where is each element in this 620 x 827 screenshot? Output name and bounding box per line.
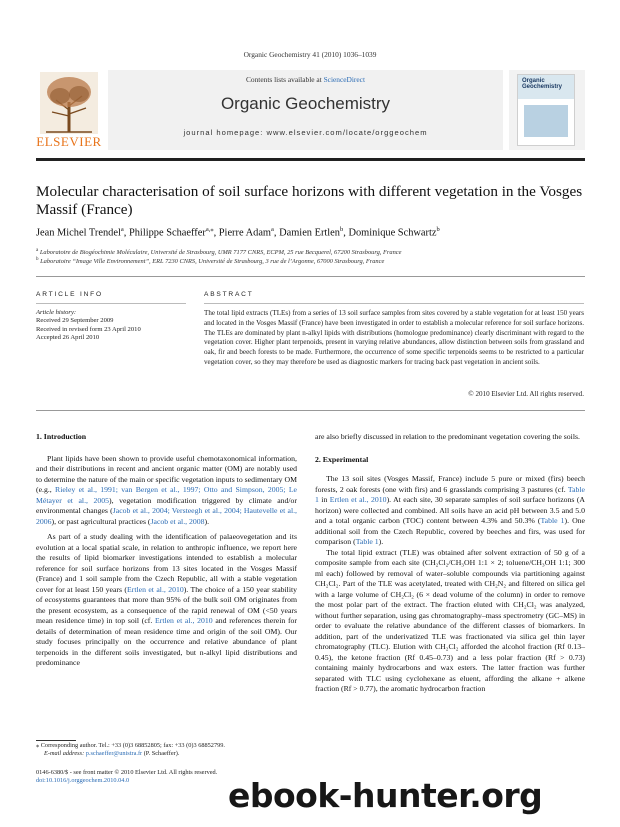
abstract-heading: ABSTRACT — [204, 291, 254, 298]
intro-continuation: are also briefly discussed in relation to the predominant vegetation covering the soils. — [315, 432, 580, 441]
revised-date: Received in revised form 23 April 2010 — [36, 325, 141, 333]
title-rule — [36, 276, 585, 277]
abstract-copyright: © 2010 Elsevier Ltd. All rights reserved. — [468, 390, 584, 398]
body-column-left — [36, 432, 297, 669]
abstract-rule — [204, 303, 584, 304]
citation-link[interactable]: Ertlen et al., 2010 — [329, 495, 387, 504]
author-affil-mark: b — [340, 226, 344, 233]
sciencedirect-link[interactable]: ScienceDirect — [323, 75, 366, 84]
corresponding-author-contact: ⁎ Corresponding author. Tel.: +33 (0)3 68852805; fax: +33 (0)3 68852799. — [36, 742, 225, 749]
article-info-rule — [36, 303, 186, 304]
contents-line — [108, 75, 503, 84]
author-name: Philippe Schaeffer — [128, 227, 206, 239]
author-name: Pierre Adam — [218, 227, 272, 239]
citation-link[interactable]: Ertlen et al., 2010 — [127, 584, 184, 594]
author-name: Damien Ertlen — [279, 227, 340, 239]
affiliation-a: $^a$ Laboratoire de Biogéochimie Moléculaire, Université de Strasbourg, UMR 7177 CNRS, ECPM, 25 rue Becquerel, 67200 Strasbourg, France — [36, 248, 402, 257]
contents-prefix: Contents lists available at — [245, 75, 324, 84]
email-link[interactable]: p.schaeffer@unistra.fr — [85, 750, 143, 758]
publisher-logo — [36, 70, 102, 152]
elsevier-tree-icon — [40, 72, 98, 134]
table-link[interactable]: Table 1 — [355, 537, 379, 546]
author-affil-mark[interactable]: a,⁎ — [205, 226, 214, 233]
table-link[interactable]: Table 1 — [540, 516, 565, 525]
journal-homepage[interactable]: journal homepage: www.elsevier.com/locate/orggeochem — [183, 128, 428, 137]
publisher-wordmark: ELSEVIER — [36, 134, 102, 149]
masthead-rule — [36, 158, 585, 161]
author-affil-mark: a — [120, 226, 124, 233]
cover-thumbnail — [517, 74, 575, 146]
section-heading-introduction: 1. Introduction — [36, 432, 87, 441]
article-title: Molecular characterisation of soil surface horizons with different vegetation in the Vosges Massif (France) — [36, 183, 583, 218]
cover-image — [524, 105, 568, 137]
abstract-bottom-rule — [36, 410, 585, 411]
abstract-text: The total lipid extracts (TLEs) from a series of 13 soil surface samples from sites covered by a stable vegetation for at least 150 years and located in the Vosges Massif (France) have been investigated in order to establish a molecular reference for soil surface horizons. The TLEs are dominated by plant n-alkyl lipids with distributions (homologue predominance) clearly discriminant with regard to the vegetation cover. Higher plant terpenoids, present in varying relative abundances, allow distinction between soils from grassland and oak, fir and beech forests to be made. Furthermore, the occurrence of some specific terpenoids seems to be restricted to a particular vegetation cover, so they may therefore be used as diagnostic markers for tracing back past vegetation in ancient soils. — [204, 309, 584, 366]
author-affil-mark: a — [271, 226, 274, 233]
article-history — [36, 309, 186, 343]
author-name: Jean Michel Trendel — [36, 227, 121, 239]
experimental-paragraph-2: The total lipid extract (TLE) was obtained after solvent extraction of 50 g of a composite sample from each site (CH₂Cl₂/CH₃OH 1:1 × 2; toluene/CH₃OH 1:1; 300 ml each) followed by removal of water–soluble compounds via partitioning against CH₂Cl₂. Part of the TLE was acetylated, treated with CH₂N₂ and filtered on silica gel with a large volume of CH₂Cl₂ (6 × dead volume of the column) in order to remove the most polar part of the extract. The fraction eluted with CH₂Cl₂ was analyzed, without further separation, using gas chromatography–mass spectrometry (GC–MS) in order to evaluate the relative abundance of the different classes of biomarkers. In addition, part of the underivatized TLE was fractionated via silica gel thin layer chromatography (TLC). Elution with CH₂Cl₂ afforded the alcohol fraction (Rf 0.13–0.45), the ketone fraction (Rf 0.45–0.73) and a less polar fraction (Rf > 0.73) containing mainly hydrocarbons and wax esters. The latter fraction was further separated with TLC using cyclohexane as eluent, affording the alkane + alkene fraction (Rf > 0.77), the aromatic hydrocarbon fraction — [315, 547, 585, 693]
author-name: Dominique Schwartz — [348, 227, 437, 239]
citation-link[interactable]: Jacob et al., 2004; Versteegh et al., 2004; Hautevelle et al., 2006 — [36, 506, 297, 526]
cover-title: Organic Geochemistry — [522, 78, 563, 90]
citation-link[interactable]: Ertlen et al., 2010 — [155, 616, 213, 625]
footnote-rule — [36, 740, 76, 741]
history-label: Article history: — [36, 309, 77, 316]
affiliation-b: $^b$ Laboratoire “Image Ville Environnement”, ERL 7230 CNRS, Université de Strasbourg, 3 rue de l’Argonne, 67000 Strasbourg, France — [36, 257, 385, 266]
doi-link[interactable]: doi:10.1016/j.orggeochem.2010.04.0 — [36, 777, 130, 785]
journal-cover — [509, 70, 585, 150]
journal-title: Organic Geochemistry — [220, 94, 391, 113]
issn-line: 0146-6380/$ - see front matter © 2010 Elsevier Ltd. All rights reserved. — [36, 769, 218, 776]
corresponding-author-note — [36, 742, 306, 758]
intro-paragraph-2: As part of a study dealing with the identification of palaeovegetation and its evolution at a local spatial scale, in relation to anthropic influence, we report here the results of lipid biomarker investigations intended to establish a molecular reference for soil surface horizons from 13 sites located in the Vosges Massif (France) and 1 soil sample from the Czech Republic, all with a stable vegetation cover for at least 150 years (Ertlen et al., 2010). The choice of a 150 year stability of ecosystems guarantees that more than 95% of the bulk soil OM originates from the present ecosystem, as a consequence of the rapid renewal of OM (<50 years mean residence time) in top soil (cf. Ertlen et al., 2010 and references therein for details of determination of mean residence time and origin of the soil OM). Our study focuses principally on the occurrence and relative abundance of plant terpenoids in the different soils investigated, but n-alkyl lipid distributions and predominance — [36, 532, 297, 667]
author-affil-mark: b — [436, 226, 440, 233]
accepted-date: Accepted 26 April 2010 — [36, 334, 100, 342]
author-list: Jean Michel Trendel$^a$, Philippe Schaeffer$^{a,⁎}$, Pierre Adam$^a$, Damien Ertlen$^b$, Dominique Schwartz$^b$ — [36, 226, 440, 239]
section-heading-experimental: 2. Experimental — [315, 454, 369, 464]
experimental-paragraph-1: The 13 soil sites (Vosges Massif, France) include 5 pure or mixed (firs) beech forests, 2 oak forests (one with firs) and 6 grasslands comprising 3 pastures (cf. Table 1 in Ertlen et al., 2010). At each site, 30 separate samples of soil surface horizons (A horizon) were collected and combined. All soils have an acid pH between 3.5 and 5.0 and a total organic carbon (TOC) content between 4.3% and 50.3% (Table 1). One additional soil from the Czech Republic, covered by beeches and firs, was used for comparison (Table 1). — [315, 474, 586, 546]
citation-link[interactable]: Jacob et al., 2008 — [150, 516, 205, 526]
journal-banner — [108, 70, 503, 150]
article-info-heading: ARTICLE INFO — [36, 291, 103, 298]
email-line: E-mail address: p.schaeffer@unistra.fr (P. Schaeffer). — [44, 750, 180, 758]
running-header: Organic Geochemistry 41 (2010) 1036–1039 — [243, 50, 377, 59]
citation-link[interactable]: Rieley et al., 1991; van Bergen et al., 1997; Otto and Simpson, 2005; Le Métayer et al., 2005 — [36, 485, 297, 505]
received-date: Received 29 September 2009 — [36, 317, 114, 325]
intro-paragraph-1: Plant lipids have been shown to provide useful chemotaxonomical information, and their distributions in recent and ancient organic matter (OM) are notably used to determine the nature of the main or specific vegetation inputs to sedimentary OM (e.g., Rieley et al., 1991; van Bergen et al., 1997; Otto and Simpson, 2005; Le Métayer et al., 2005), vegetation modification triggered by climate and/or environmental changes (Jacob et al., 2004; Versteegh et al., 2004; Hautevelle et al., 2006), or past agricultural practices (Jacob et al., 2008). — [36, 453, 297, 526]
body-column-right — [315, 432, 585, 695]
watermark: ebook-hunter.org — [228, 776, 543, 815]
table-link[interactable]: Table 1 — [315, 484, 585, 504]
